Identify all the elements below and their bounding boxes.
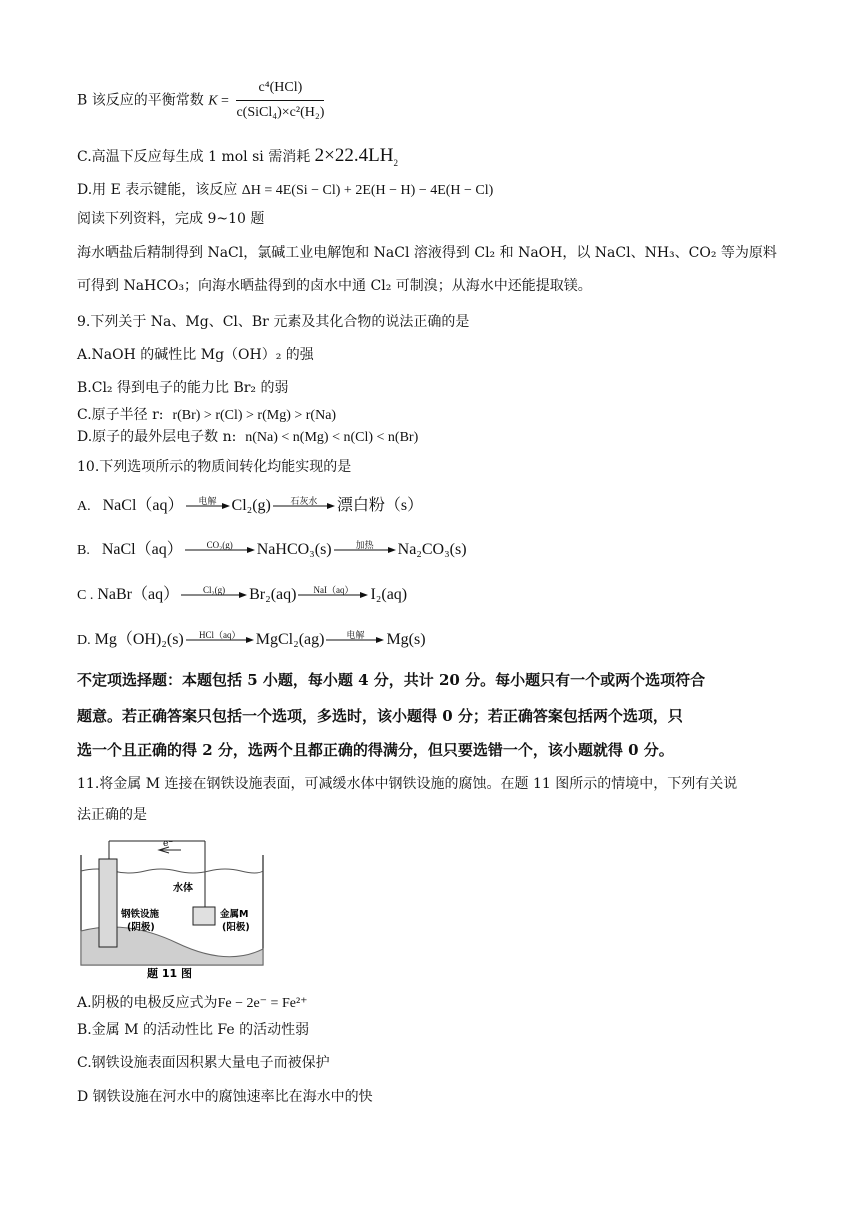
q11-option-a: A.阴极的电极反应式为Fe − 2e⁻ = Fe²⁺ xyxy=(77,995,308,1011)
reaction-arrow: 电解 xyxy=(186,502,230,510)
figure-caption: 题 11 图 xyxy=(147,967,192,980)
reaction-arrow: Cl₂(g) xyxy=(181,591,247,599)
q9c-formula: r(Br) > r(Cl) > r(Mg) > r(Na) xyxy=(172,408,337,423)
q10-option-c: C . NaBr（aq） Cl₂(g) Br₂(aq) NaI（aq） I₂(aq) xyxy=(77,585,408,603)
question-9: 9.下列关于 Na、Mg、Cl、Br 元素及其化合物的说法正确的是 xyxy=(77,314,470,330)
option-c-line xyxy=(77,146,398,167)
option-d-line xyxy=(77,180,493,201)
q9-option-a: A.NaOH 的碱性比 Mg（OH）₂ 的强 xyxy=(77,347,314,363)
reaction-arrow: CO₂(g) xyxy=(185,546,255,554)
option-b-text: B 该反应的平衡常数 xyxy=(77,92,204,109)
reaction-arrow: 石灰水 xyxy=(273,502,335,510)
q9d-formula: n(Na) < n(Mg) < n(Cl) < n(Br) xyxy=(245,430,419,445)
steel-label: 钢铁设施 xyxy=(121,909,160,920)
figure-11 xyxy=(77,835,267,980)
reaction-arrow: 加热 xyxy=(334,546,396,554)
q9-option-c: C.原子半径 r: r(Br) > r(Cl) > r(Mg) > r(Na) xyxy=(77,407,337,423)
q10-option-d: D. Mg（OH)₂(s) HCl（aq） MgCl₂(ag) 电解 Mg(s) xyxy=(77,630,426,648)
k-symbol: K xyxy=(208,93,218,109)
electron-label: e⁻ xyxy=(163,839,174,849)
q9-option-d: D.原子的最外层电子数 n: n(Na) < n(Mg) < n(Cl) < n(Br) xyxy=(77,429,419,445)
k-fraction xyxy=(236,78,324,123)
water-label: 水体 xyxy=(173,883,193,894)
q10a-reactant: NaCl（aq） xyxy=(102,497,184,514)
reaction-arrow: NaI（aq） xyxy=(298,591,368,599)
q11-option-b: B.金属 M 的活动性比 Fe 的活动性弱 xyxy=(77,1022,310,1038)
option-b-equilibrium: B 该反应的平衡常数 K = $\frac{\text{c⁴(HCl)}}{\text{c(SiCl₄)×c²(H₂)}}$ xyxy=(77,78,324,123)
read-instruction: 阅读下列资料，完成 9~10 题 xyxy=(77,211,265,227)
reaction-arrow: 电解 xyxy=(326,636,384,644)
metal-role-label: (阳极) xyxy=(222,922,250,933)
steel-facility xyxy=(99,859,117,947)
q9-option-b: B.Cl₂ 得到电子的能力比 Br₂ 的弱 xyxy=(77,380,289,396)
metal-m-block xyxy=(193,907,215,925)
option-c-text: C.高温下反应每生成 1 mol si 需消耗 xyxy=(77,149,311,165)
option-c-value: $2\times 22.4LH_2$ xyxy=(314,145,398,168)
material-para-1: 海水晒盐后精制得到 NaCl，氯碱工业电解饱和 NaCl 溶液得到 Cl₂ 和 NaOH，以 NaCl、NH₃、CO₂ 等为原料 xyxy=(77,245,777,261)
material-para-2: 可得到 NaHCO₃；向海水晒盐得到的卤水中通 Cl₂ 可制溴；从海水中还能提取镁。 xyxy=(77,278,592,294)
q11a-formula: Fe − 2e⁻ = Fe²⁺ xyxy=(217,996,308,1011)
question-10: 10.下列选项所示的物质间转化均能实现的是 xyxy=(77,459,352,475)
k-numerator: c⁴(HCl) xyxy=(236,78,324,101)
q11-option-c: C.钢铁设施表面因积累大量电子而被保护 xyxy=(77,1055,330,1071)
q11-option-d: D 钢铁设施在河水中的腐蚀速率比在海水中的快 xyxy=(77,1089,373,1105)
section-instruction-1: 不定项选择题：本题包括 5 小题，每小题 4 分，共计 20 分。每小题只有一个或两个选项符合 xyxy=(77,671,706,689)
option-d-text: D.用 E 表示键能，该反应 xyxy=(77,182,238,198)
metal-label: 金属M xyxy=(220,909,249,920)
k-denominator: c(SiCl₄)×c²(H₂) xyxy=(236,105,325,120)
option-d-formula: ΔH = 4E(Si − Cl) + 2E(H − H) − 4E(H − Cl) xyxy=(241,183,494,198)
q10-option-a: A. NaCl（aq） 电解 Cl₂(g) 石灰水 漂白粉（s） xyxy=(77,496,424,514)
question-11-line-2: 法正确的是 xyxy=(77,807,147,823)
q10-option-b: B. NaCl（aq） CO₂(g) NaHCO₃(s) 加热 Na₂CO₃(s) xyxy=(77,540,467,558)
reaction-arrow: HCl（aq） xyxy=(186,636,254,644)
steel-role-label: (阴极) xyxy=(127,922,155,933)
section-instruction-3: 选一个且正确的得 2 分，选两个且都正确的得满分，但只要选错一个，该小题就得 0 分。 xyxy=(77,741,674,759)
section-instruction-2: 题意。若正确答案只包括一个选项，多选时，该小题得 0 分；若正确答案包括两个选项，只 xyxy=(77,707,683,725)
question-11-line-1: 11.将金属 M 连接在钢铁设施表面，可减缓水体中钢铁设施的腐蚀。在题 11 图所示的情境中，下列有关说 xyxy=(77,776,738,792)
